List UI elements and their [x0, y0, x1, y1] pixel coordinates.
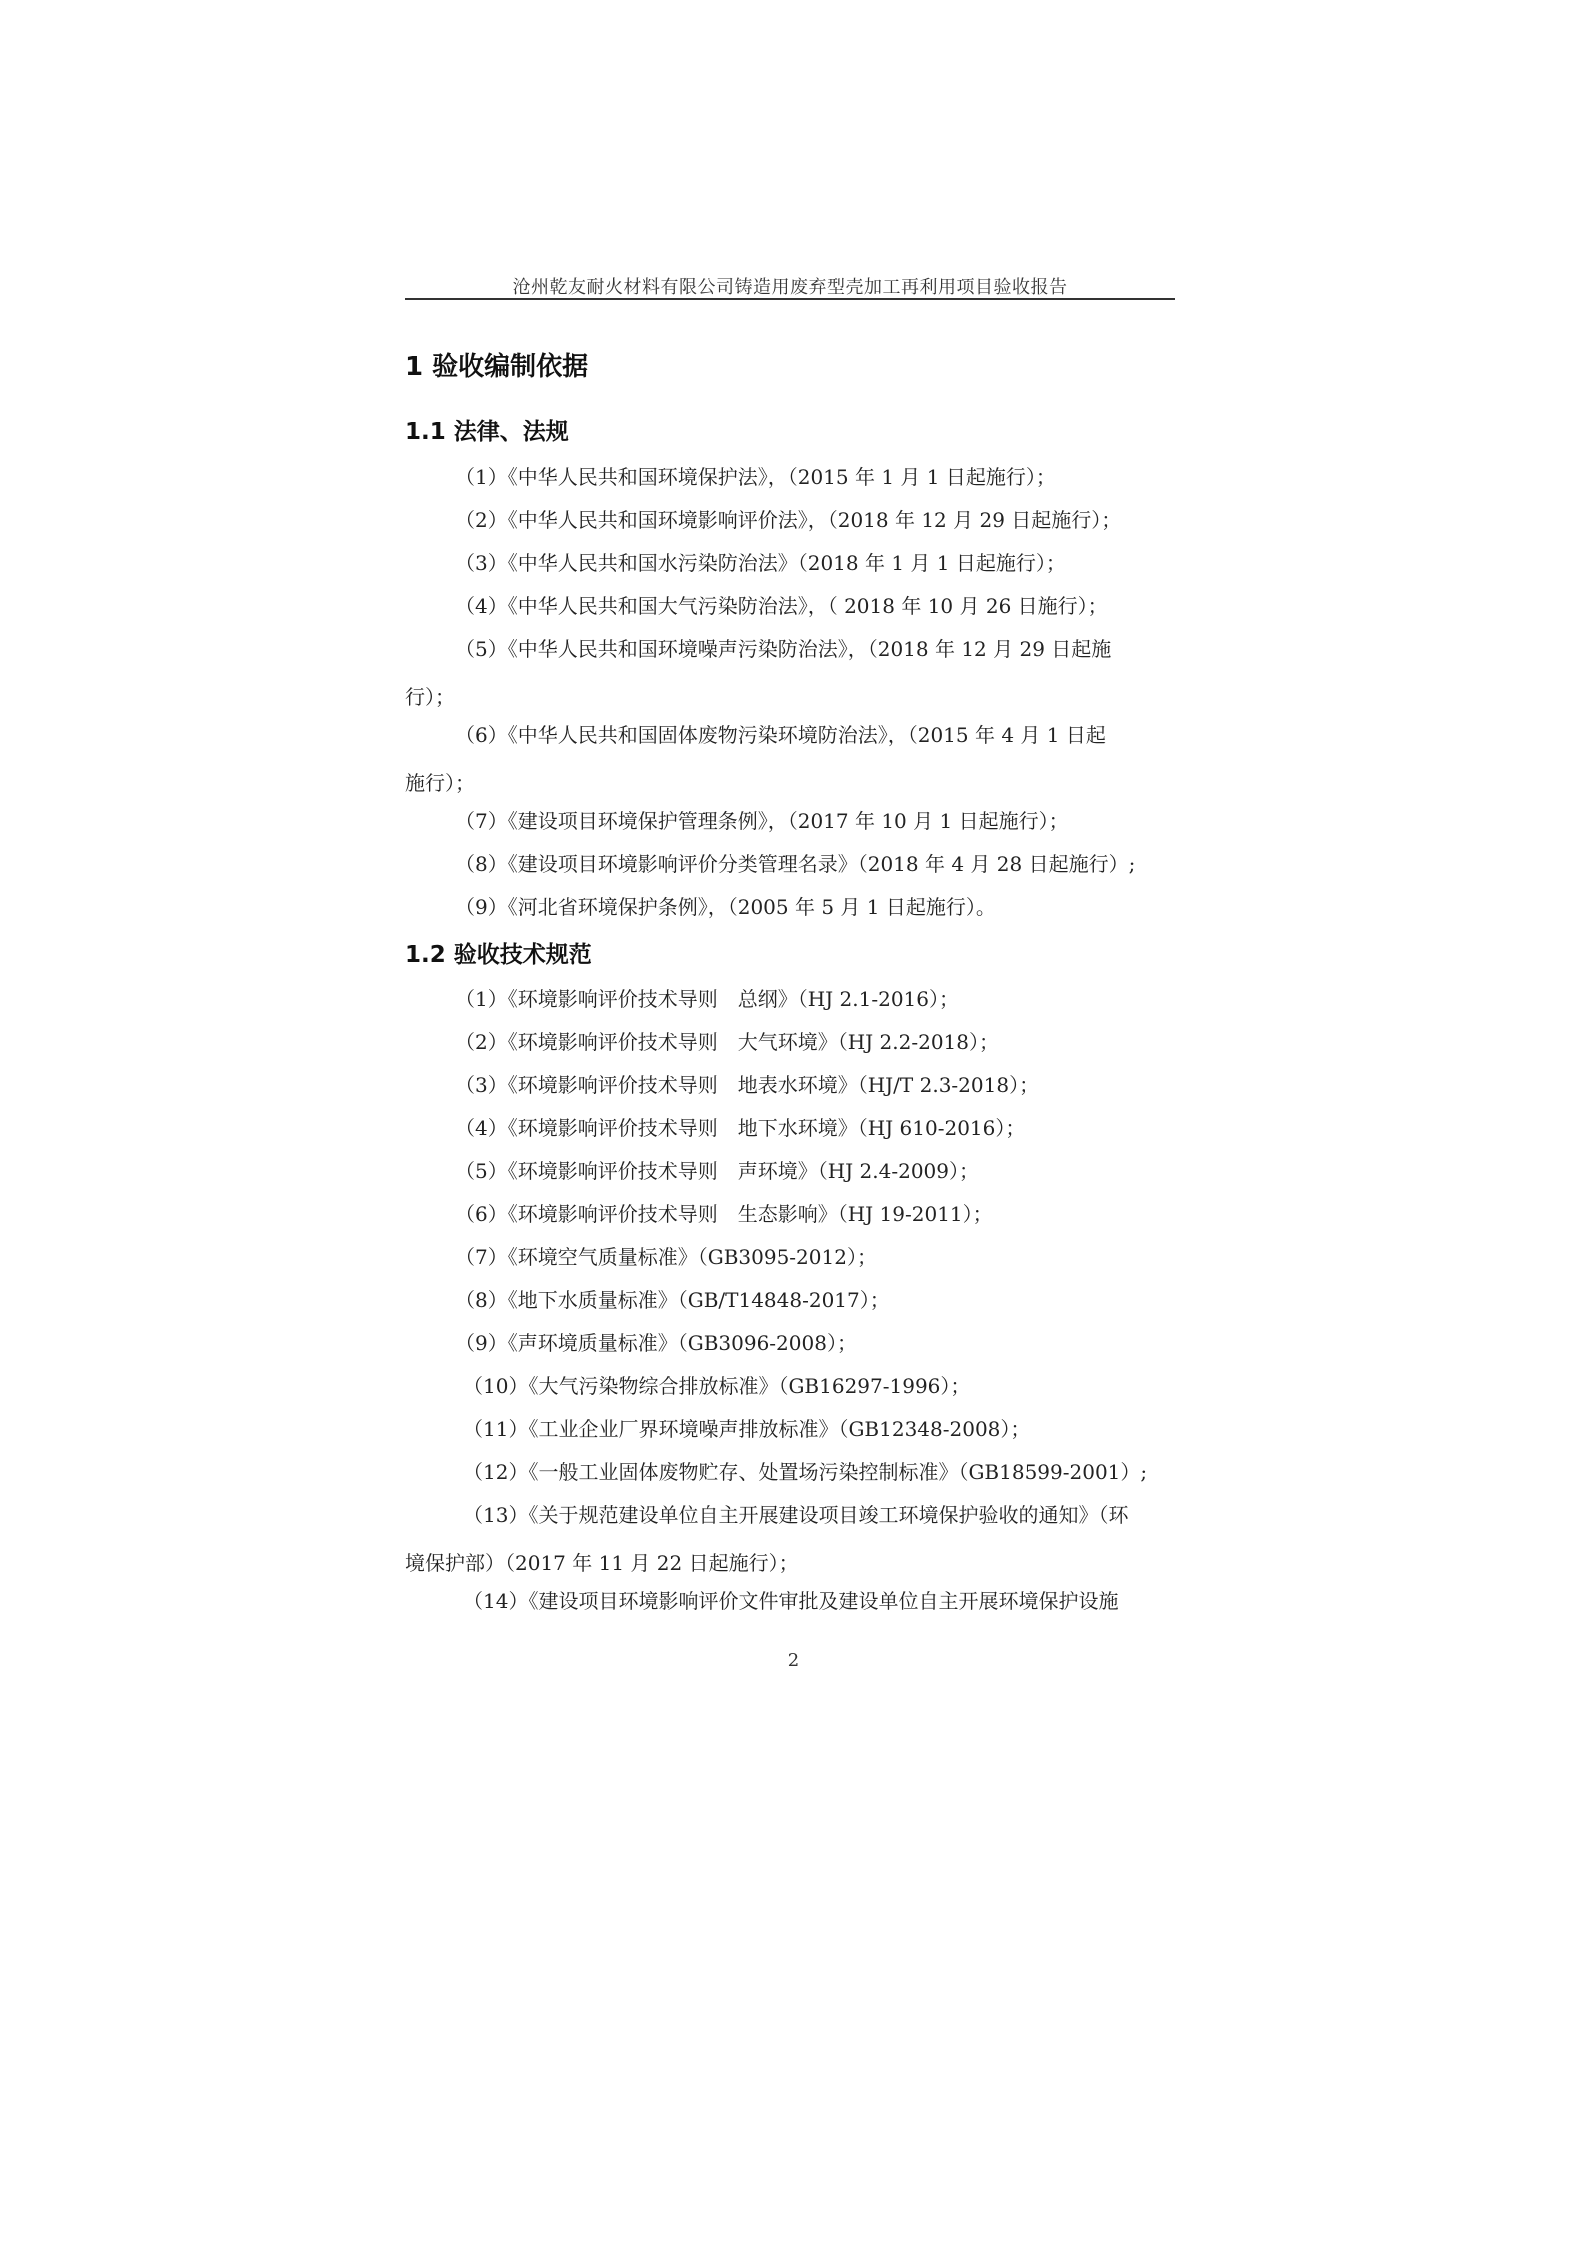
law-item-5-cont: 行）； [405, 685, 455, 709]
spec-item-6: （6）《环境影响评价技术导则 生态影响》（HJ 19-2011）； [455, 1202, 993, 1226]
law-item-6: （6）《中华人民共和国固体废物污染环境防治法》，（2015 年 4 月 1 日起 [455, 723, 1106, 747]
spec-item-11: （11）《工业企业厂界环境噪声排放标准》（GB12348-2008）； [463, 1417, 1031, 1441]
spec-item-5: （5）《环境影响评价技术导则 声环境》（HJ 2.4-2009）； [455, 1159, 980, 1183]
law-item-1: （1）《中华人民共和国环境保护法》，（2015 年 1 月 1 日起施行）； [455, 465, 1056, 489]
spec-item-13: （13）《关于规范建设单位自主开展建设项目竣工环境保护验收的通知》（环 [463, 1503, 1129, 1527]
law-item-4: （4）《中华人民共和国大气污染防治法》，（ 2018 年 10 月 26 日施行）； [455, 594, 1108, 618]
spec-item-12: （12）《一般工业固体废物贮存、处置场污染控制标准》（GB18599-2001）; [463, 1460, 1148, 1484]
spec-item-7: （7）《环境空气质量标准》（GB3095-2012）； [455, 1245, 877, 1269]
law-item-8: （8）《建设项目环境影响评价分类管理名录》（2018 年 4 月 28 日起施行）; [455, 852, 1136, 876]
page-number: 2 [787, 1650, 800, 1671]
running-header: 沧州乾友耐火材料有限公司铸造用废弃型壳加工再利用项目验收报告 [512, 277, 1068, 298]
law-item-3: （3）《中华人民共和国水污染防治法》（2018 年 1 月 1 日起施行）； [455, 551, 1066, 575]
spec-item-9: （9）《声环境质量标准》（GB3096-2008）； [455, 1331, 857, 1355]
law-item-5: （5）《中华人民共和国环境噪声污染防治法》，（2018 年 12 月 29 日起施 [455, 637, 1112, 661]
law-item-9: （9）《河北省环境保护条例》，（2005 年 5 月 1 日起施行）。 [455, 895, 996, 919]
spec-item-14: （14）《建设项目环境影响评价文件审批及建设单位自主开展环境保护设施 [463, 1589, 1119, 1613]
law-item-2: （2）《中华人民共和国环境影响评价法》，（2018 年 12 月 29 日起施行）； [455, 508, 1122, 532]
spec-item-8: （8）《地下水质量标准》（GB/T14848-2017）； [455, 1288, 890, 1312]
section-1-title: 1 验收编制依据 [405, 352, 589, 382]
law-item-6-cont: 施行）； [405, 771, 475, 795]
section-1-1-title: 1.1 法律、法规 [405, 419, 569, 445]
law-item-7: （7）《建设项目环境保护管理条例》，（2017 年 10 月 1 日起施行）； [455, 809, 1069, 833]
spec-item-13-cont: 境保护部）（2017 年 11 月 22 日起施行）； [405, 1551, 799, 1575]
header-rule [405, 298, 1175, 300]
section-1-2-title: 1.2 验收技术规范 [405, 942, 592, 968]
spec-item-2: （2）《环境影响评价技术导则 大气环境》（HJ 2.2-2018）； [455, 1030, 1000, 1054]
spec-item-4: （4）《环境影响评价技术导则 地下水环境》（HJ 610-2016）； [455, 1116, 1026, 1140]
spec-item-3: （3）《环境影响评价技术导则 地表水环境》（HJ/T 2.3-2018）； [455, 1073, 1040, 1097]
spec-item-10: （10）《大气污染物综合排放标准》（GB16297-1996）； [463, 1374, 971, 1398]
spec-item-1: （1）《环境影响评价技术导则 总纲》（HJ 2.1-2016）； [455, 987, 960, 1011]
